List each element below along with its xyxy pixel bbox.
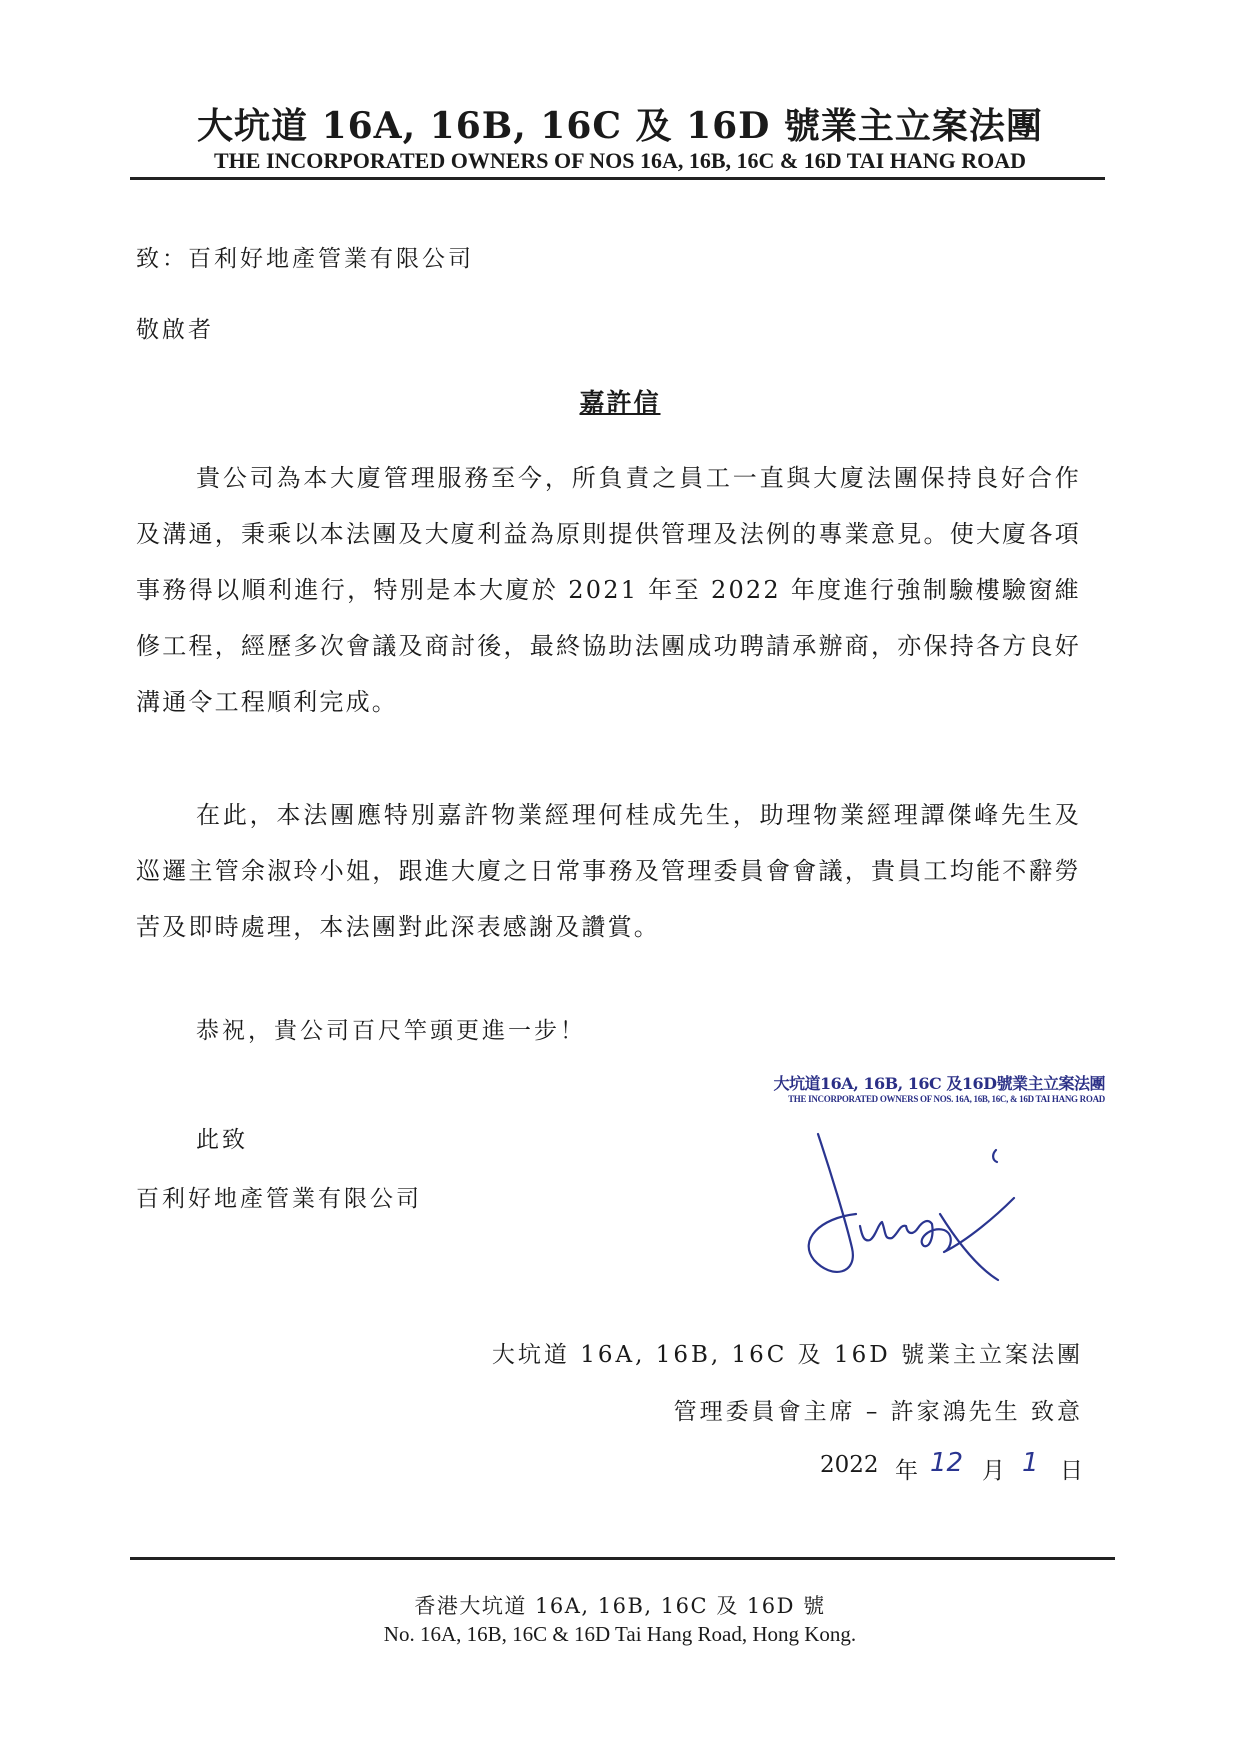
date-year-unit: 年 <box>895 1458 918 1484</box>
chop-line-en: THE INCORPORATED OWNERS OF NOS. 16A, 16B, 16C, & 16D TAI HANG ROAD <box>788 1094 1105 1104</box>
footer-divider <box>130 1557 1115 1560</box>
date-month-unit: 月 <box>982 1458 1005 1484</box>
letterhead-divider <box>130 177 1105 180</box>
date-day-unit: 日 <box>1060 1458 1083 1484</box>
letter-paragraph-2: 在此，本法團應特別嘉許物業經理何桂成先生，助理物業經理譚傑峰先生及巡邏主管余淑玲小姐，跟進大廈之日常事務及管理委員會會議，貴員工均能不辭勞苦及即時處理，本法團對此深表感謝及讚賞。 <box>136 801 1081 941</box>
date-year: 2022 <box>820 1452 879 1478</box>
date-day-handwritten: 1 <box>1022 1448 1039 1478</box>
letterhead-title-cn: 大坑道 16A, 16B, 16C 及 16D 號業主立案法團 <box>197 105 1043 147</box>
letter-recipient: 百利好地產管業有限公司 <box>136 1186 422 1212</box>
footer-address-en: No. 16A, 16B, 16C & 16D Tai Hang Road, Hong Kong. <box>383 1622 857 1646</box>
chop-line-cn: 大坑道16A, 16B, 16C 及16D號業主立案法團 <box>773 1074 1105 1093</box>
letter-salutation: 敬啟者 <box>136 317 214 343</box>
chairman-signature <box>800 1130 1030 1290</box>
owners-corporation-chop <box>770 1071 1105 1104</box>
letter-paragraph-1: 貴公司為本大廈管理服務至今，所負責之員工一直與大廈法團保持良好合作及溝通，秉乘以本法團及大廈利益為原則提供管理及法例的專業意見。使大廈各項事務得以順利進行，特別是本大廈於 2021 年至 2022 年度進行強制驗樓驗窗維修工程，經歷多次會議及商討後，最終協助法團成功聘請承辦商，亦保持各方良好溝通令工程順利完成。 <box>136 464 1081 716</box>
date-month-handwritten: 12 <box>930 1448 964 1478</box>
letterhead-title-en: THE INCORPORATED OWNERS OF NOS 16A, 16B, 16C & 16D TAI HANG ROAD <box>213 148 1027 173</box>
footer-address-cn: 香港大坑道 16A, 16B, 16C 及 16D 號 <box>414 1594 826 1618</box>
signoff-chairman: 管理委員會主席 – 許家鴻先生 致意 <box>673 1399 1083 1425</box>
letter-subject: 嘉許信 <box>579 388 661 417</box>
letter-ci-zhi: 此致 <box>196 1127 248 1153</box>
letter-closing: 恭祝，貴公司百尺竿頭更進一步！ <box>196 1018 586 1044</box>
letter-addressee: 致：百利好地產管業有限公司 <box>136 246 474 272</box>
signoff-date <box>820 1448 1085 1486</box>
signoff-organization: 大坑道 16A, 16B, 16C 及 16D 號業主立案法團 <box>491 1342 1083 1368</box>
